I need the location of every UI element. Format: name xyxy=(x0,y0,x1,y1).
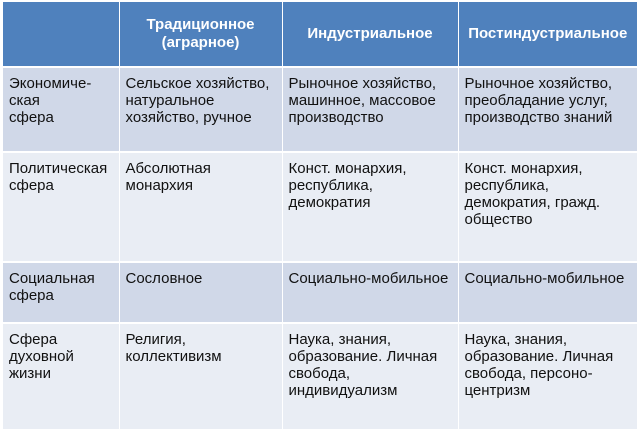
cell-social-industrial xyxy=(282,262,458,323)
text-line: натуральное xyxy=(125,92,215,109)
row-label-spiritual xyxy=(3,323,119,429)
text-line: сфера xyxy=(9,109,54,126)
text-line: образование. Личная xyxy=(288,348,438,365)
table-row-political xyxy=(3,152,637,262)
text-line: коллективизм xyxy=(125,348,222,365)
text-line: Сфера xyxy=(9,331,58,348)
text-line: республика, xyxy=(464,177,549,194)
text-line: ская xyxy=(9,92,40,109)
row-label-economic xyxy=(3,67,119,152)
text-line: Конст. монархия, xyxy=(288,160,407,177)
text-line: Социальная xyxy=(9,270,95,287)
cell-political-industrial xyxy=(282,152,458,262)
header-postindustrial: Постиндустриальное xyxy=(458,2,637,67)
text-line: Социально-мобильное xyxy=(464,270,625,287)
text-line: Конст. монархия, xyxy=(464,160,583,177)
text-line: преобладание услуг, xyxy=(464,92,608,109)
text-line: Абсолютная xyxy=(125,160,211,177)
row-label-social xyxy=(3,262,119,323)
header-industrial: Индустриальное xyxy=(282,2,458,67)
text-line: Наука, знания, xyxy=(288,331,392,348)
table-header-row xyxy=(3,2,637,67)
table-row-social xyxy=(3,262,637,323)
text-line: образование. Личная xyxy=(464,348,614,365)
header-corner-cell xyxy=(3,2,119,67)
text-line: Религия, xyxy=(125,331,186,348)
text-line: духовной xyxy=(9,348,74,365)
row-label-political xyxy=(3,152,119,262)
text-line: центризм xyxy=(464,382,531,399)
text-line: демократия xyxy=(288,194,371,211)
text-line: (аграрное) xyxy=(161,34,240,51)
society-types-table xyxy=(3,2,637,429)
text-line: Рыночное хозяйство, xyxy=(464,75,613,92)
text-line: производство xyxy=(288,109,384,126)
text-line: производство знаний xyxy=(464,109,613,126)
text-line: Сословное xyxy=(125,270,203,287)
text-line: республика, xyxy=(288,177,373,194)
text-line: Рыночное хозяйство, xyxy=(288,75,437,92)
cell-social-postindustrial xyxy=(458,262,637,323)
table-row-spiritual xyxy=(3,323,637,429)
header-traditional xyxy=(119,2,282,67)
cell-economic-industrial xyxy=(282,67,458,152)
text-line: свобода, персоно- xyxy=(464,365,593,382)
cell-social-traditional xyxy=(119,262,282,323)
text-line: Наука, знания, xyxy=(464,331,568,348)
cell-economic-traditional xyxy=(119,67,282,152)
text-line: жизни xyxy=(9,365,51,382)
cell-spiritual-traditional xyxy=(119,323,282,429)
cell-spiritual-postindustrial xyxy=(458,323,637,429)
text-line: индивидуализм xyxy=(288,382,398,399)
text-line: демократия, гражд. xyxy=(464,194,600,211)
text-line: Традиционное xyxy=(146,16,255,33)
text-line: Политическая xyxy=(9,160,108,177)
cell-spiritual-industrial xyxy=(282,323,458,429)
table-row-economic xyxy=(3,67,637,152)
text-line: свобода, xyxy=(288,365,351,382)
text-line: монархия xyxy=(125,177,193,194)
cell-economic-postindustrial xyxy=(458,67,637,152)
cell-political-traditional xyxy=(119,152,282,262)
text-line: сфера xyxy=(9,287,54,304)
text-line: хозяйство, ручное xyxy=(125,109,252,126)
text-line: Экономиче- xyxy=(9,75,92,92)
cell-political-postindustrial xyxy=(458,152,637,262)
text-line: Социально-мобильное xyxy=(288,270,449,287)
text-line: общество xyxy=(464,211,533,228)
text-line: Сельское хозяйство, xyxy=(125,75,270,92)
text-line: машинное, массовое xyxy=(288,92,436,109)
text-line: сфера xyxy=(9,177,54,194)
